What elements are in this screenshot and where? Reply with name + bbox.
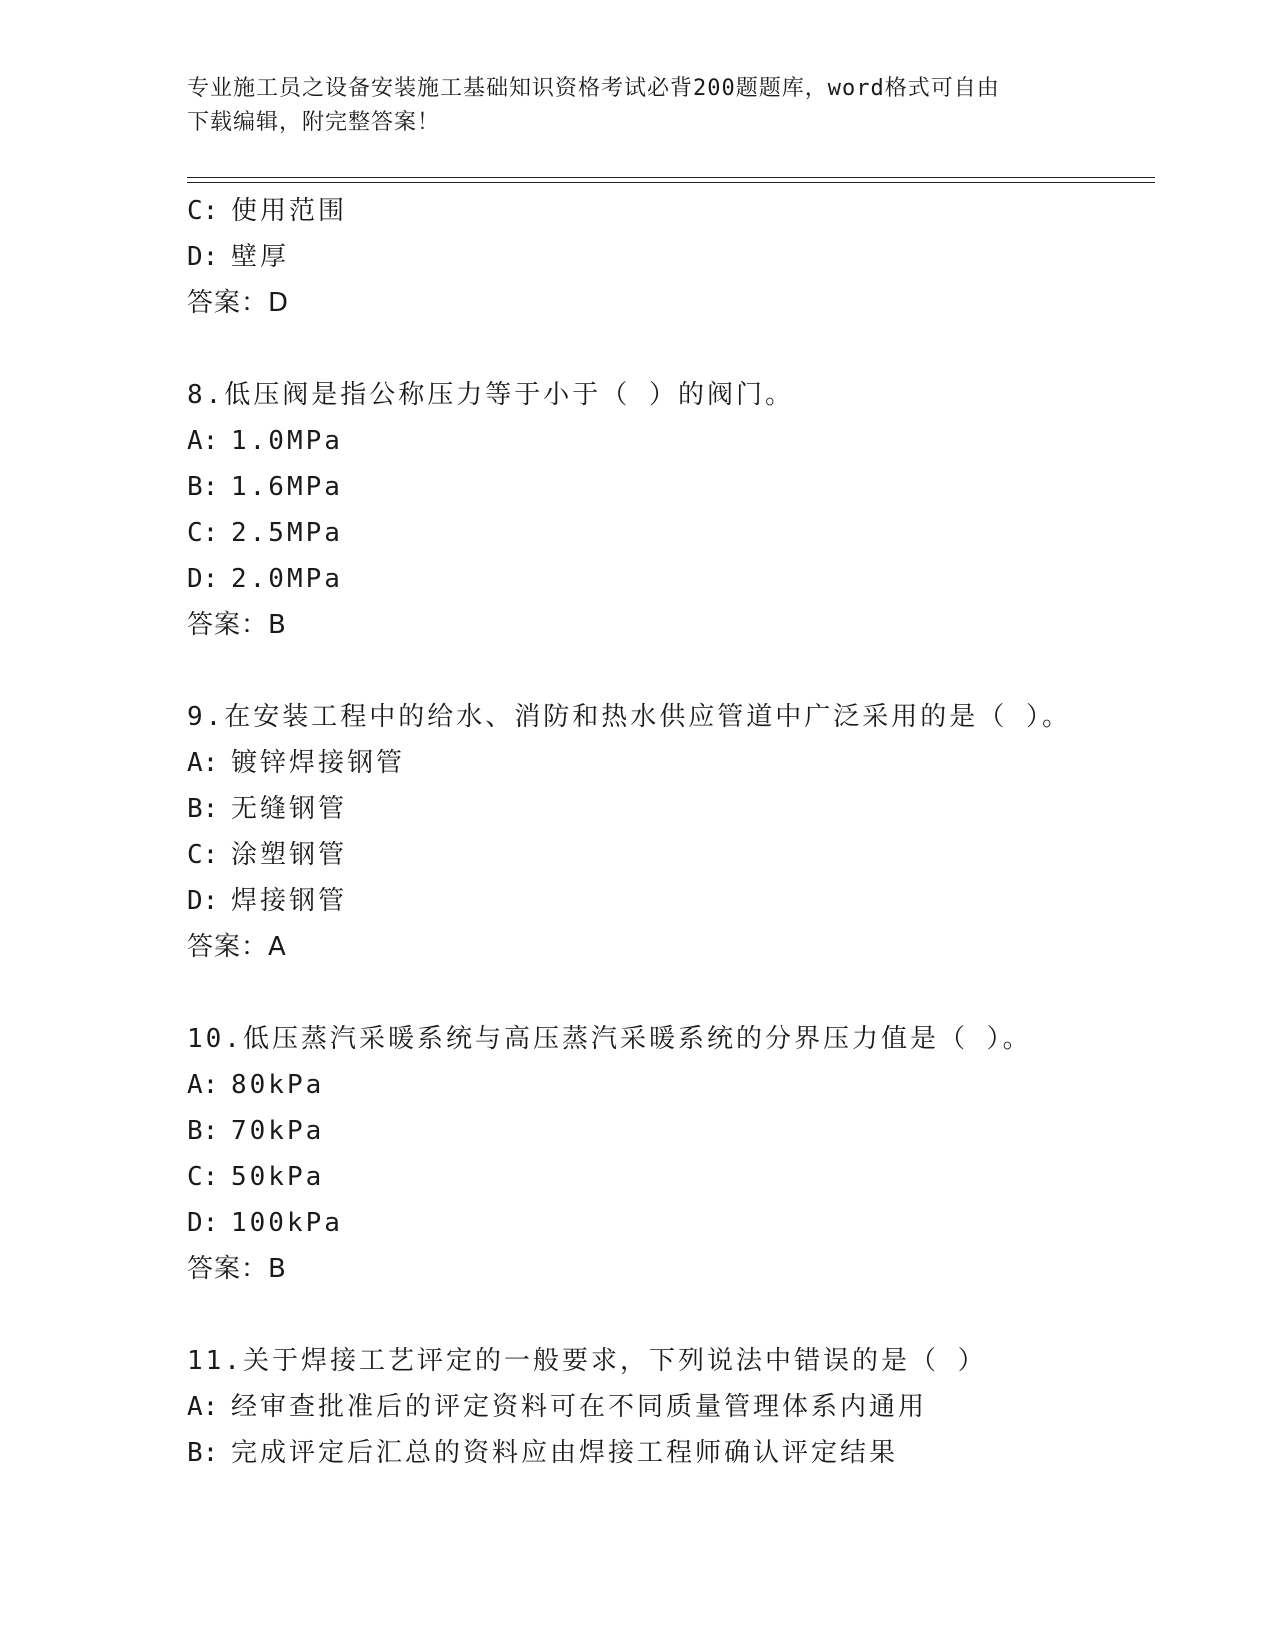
header-line-2: 下载编辑，附完整答案！ xyxy=(187,110,441,135)
option-d xyxy=(187,1200,1147,1246)
option-text: 焊接钢管 xyxy=(231,886,348,916)
option-letter: B: xyxy=(187,472,219,502)
answer-line: 答案：A xyxy=(187,932,287,962)
option-a xyxy=(187,1062,1147,1108)
option-text: 80kPa xyxy=(231,1070,325,1100)
option-letter: B: xyxy=(187,794,219,824)
question-text: 11.关于焊接工艺评定的一般要求，下列说法中错误的是（ ） xyxy=(187,1346,987,1376)
option-c xyxy=(187,188,1147,234)
option-c xyxy=(187,832,1147,878)
option-text: 使用范围 xyxy=(231,196,348,226)
answer-line: 答案：B xyxy=(187,610,287,640)
option-letter: D: xyxy=(187,242,219,272)
option-text: 1.6MPa xyxy=(231,472,343,502)
option-a xyxy=(187,418,1147,464)
question-fragment xyxy=(187,188,1147,326)
option-d xyxy=(187,234,1147,280)
option-d xyxy=(187,878,1147,924)
question-11 xyxy=(187,1338,1147,1476)
question-9 xyxy=(187,694,1147,970)
option-b xyxy=(187,1430,1147,1476)
option-d xyxy=(187,556,1147,602)
header-divider-top xyxy=(187,177,1155,178)
option-letter: C: xyxy=(187,1162,219,1192)
option-letter: B: xyxy=(187,1116,219,1146)
option-text: 70kPa xyxy=(231,1116,325,1146)
option-text: 完成评定后汇总的资料应由焊接工程师确认评定结果 xyxy=(231,1438,899,1468)
option-text: 壁厚 xyxy=(231,242,290,272)
option-letter: C: xyxy=(187,840,219,870)
option-text: 无缝钢管 xyxy=(231,794,348,824)
option-c xyxy=(187,510,1147,556)
option-letter: A: xyxy=(187,1070,219,1100)
option-letter: C: xyxy=(187,518,219,548)
option-text: 2.0MPa xyxy=(231,564,343,594)
question-text: 10.低压蒸汽采暖系统与高压蒸汽采暖系统的分界压力值是（ ）。 xyxy=(187,1024,1032,1054)
option-text: 涂塑钢管 xyxy=(231,840,348,870)
answer-line: 答案：B xyxy=(187,1254,287,1284)
option-letter: A: xyxy=(187,426,219,456)
option-text: 50kPa xyxy=(231,1162,325,1192)
option-b xyxy=(187,786,1147,832)
option-text: 2.5MPa xyxy=(231,518,343,548)
option-letter: A: xyxy=(187,748,219,778)
question-10 xyxy=(187,1016,1147,1292)
answer-line: 答案：D xyxy=(187,288,290,318)
option-letter: B: xyxy=(187,1438,219,1468)
question-8 xyxy=(187,372,1147,648)
option-text: 镀锌焊接钢管 xyxy=(231,748,406,778)
option-letter: A: xyxy=(187,1392,219,1422)
option-letter: D: xyxy=(187,886,219,916)
option-a xyxy=(187,740,1147,786)
option-letter: D: xyxy=(187,564,219,594)
option-b xyxy=(187,1108,1147,1154)
option-c xyxy=(187,1154,1147,1200)
header-divider-bottom xyxy=(187,182,1155,183)
option-text: 1.0MPa xyxy=(231,426,343,456)
header-line-1: 专业施工员之设备安装施工基础知识资格考试必背200题题库，word格式可自由 xyxy=(187,76,1000,101)
question-list xyxy=(187,188,1147,1476)
option-text: 经审查批准后的评定资料可在不同质量管理体系内通用 xyxy=(231,1392,928,1422)
question-text: 8.低压阀是指公称压力等于小于（ ）的阀门。 xyxy=(187,380,794,410)
option-text: 100kPa xyxy=(231,1208,343,1238)
option-a xyxy=(187,1384,1147,1430)
option-letter: D: xyxy=(187,1208,219,1238)
option-letter: C: xyxy=(187,196,219,226)
document-header xyxy=(187,72,1067,140)
question-text: 9.在安装工程中的给水、消防和热水供应管道中广泛采用的是（ ）。 xyxy=(187,702,1071,732)
option-b xyxy=(187,464,1147,510)
